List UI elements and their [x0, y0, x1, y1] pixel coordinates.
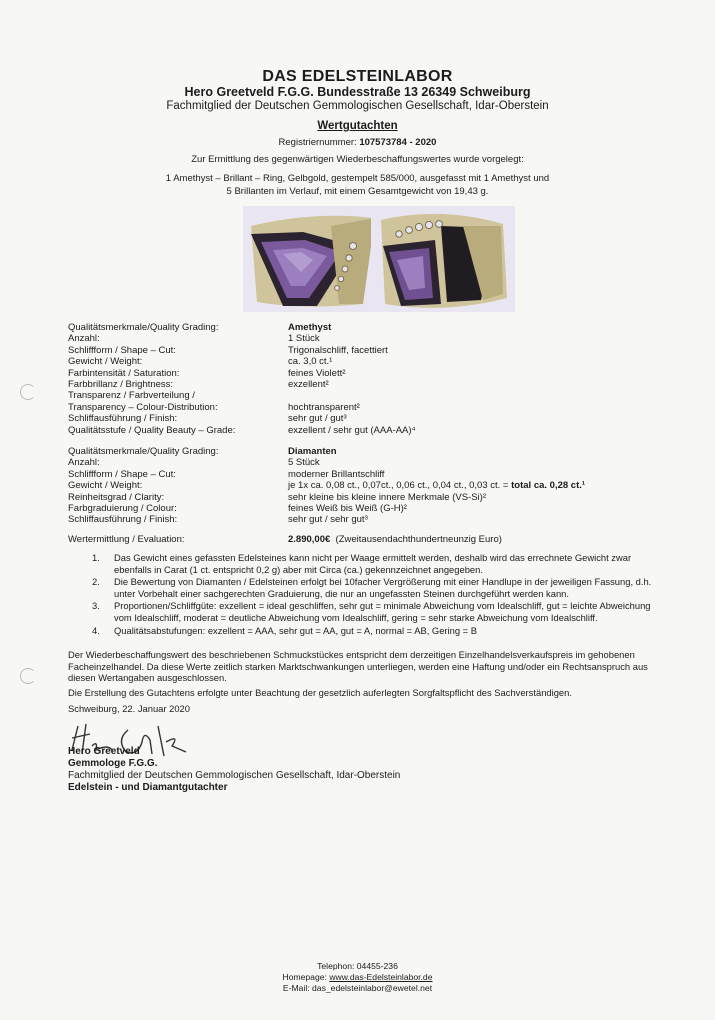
grading-label: Qualitätsmerkmale/Quality Grading: — [68, 446, 219, 457]
footnotes — [68, 552, 668, 637]
membership-line: Fachmitglied der Deutschen Gemmologischen Gesellschaft, Idar-Oberstein — [166, 100, 549, 112]
grading-value-text: sehr gut / sehr gut³ — [288, 514, 368, 526]
place-date: Schweiburg, 22. Januar 2020 — [68, 703, 190, 714]
registration-number: 107573784 - 2020 — [359, 137, 437, 148]
grading-label: Schliffausführung / Finish: — [68, 514, 178, 526]
footnote-text: Das Gewicht eines gefassten Edelsteines kann nicht per Waage ermittelt werden, deshalb wird das errechnete Gewicht zwar ebenfalls in Carat (1 ct. entspricht 0,2 g) aber mit Circa (ca.) gekennzeichnet angegeben. — [114, 552, 632, 575]
grading-value — [288, 469, 384, 480]
item-description — [0, 173, 715, 198]
grading-value — [288, 322, 331, 333]
grading-value-text: hochtransparent² — [288, 401, 360, 413]
ring-photo-angle — [371, 206, 515, 312]
footnote-text: Qualitätsabstufungen: exzellent = AAA, sehr gut = AA, gut = A, normal = AB, Gering = B — [114, 624, 477, 636]
grading-value — [288, 425, 416, 436]
footer-email: E-Mail: das_edelsteinlabor@ewetel.net — [282, 983, 433, 993]
grading-value — [288, 503, 407, 514]
footnote-number: 2. — [92, 576, 100, 588]
disclaimer-text: Der Wiederbeschaffungswert des beschriebenen Schmuckstückes entspricht dem derzeitigen Einzelhandelsverkaufspreis im gehobenen Facheinzelhandel. Da diese Werte zeitlich starken Marktschwankungen unterliegen, werden eine Haftung und/oder ein Rechtsanspruch aus diesen Wertangaben ausgeschlossen. — [68, 649, 648, 684]
grading-value — [288, 345, 388, 356]
valuation-label: Wertermittlung / Evaluation: — [68, 534, 185, 545]
grading-label: Qualitätsmerkmale/Quality Grading: — [68, 322, 219, 333]
footnote-number: 4. — [92, 624, 100, 636]
signer-membership: Fachmitglied der Deutschen Gemmologischen Gesellschaft, Idar-Oberstein — [68, 770, 401, 781]
grading-label: Farbintensität / Saturation: — [68, 367, 180, 379]
grading-value — [288, 368, 345, 379]
grading-label: Anzahl: — [68, 333, 100, 345]
grading-value — [288, 457, 320, 468]
grading-label: Anzahl: — [68, 457, 100, 469]
signature-block — [68, 746, 400, 794]
valuation-amount: 2.890,00€ — [288, 534, 331, 545]
grading-value-text: moderner Brillantschliff — [288, 468, 385, 480]
ring-photo-front — [243, 206, 387, 312]
footer-homepage-link[interactable]: www.das-Edelsteinlabor.de — [329, 972, 433, 982]
grading-label: Farbbrillanz / Brightness: — [68, 378, 174, 390]
footer-phone: Telephon: 04455-236 — [317, 961, 398, 971]
punch-hole-mark — [20, 384, 36, 400]
punch-hole-mark — [20, 668, 36, 684]
grading-value-text: exzellent / sehr gut (AAA-AA)⁴ — [288, 424, 416, 436]
grading-value-text: feines Weiß bis Weiß (G-H)² — [288, 502, 407, 514]
footer-contact — [0, 961, 715, 994]
grading-total: total ca. 0,28 ct.¹ — [511, 480, 586, 492]
lab-title: DAS EDELSTEINLABOR — [262, 68, 453, 85]
item-description-line2: 5 Brillanten im Verlauf, mit einem Gesamtgewicht von 19,43 g. — [226, 185, 489, 197]
grading-label: Transparency – Colour-Distribution: — [68, 401, 218, 413]
footnote-item — [68, 576, 668, 599]
grading-label: Reinheitsgrad / Clarity: — [68, 491, 165, 503]
diligence-text: Die Erstellung des Gutachtens erfolgte unter Beachtung der gesetzlich auferlegten Sorgfaltspflicht des Sachverständigen. — [68, 687, 572, 698]
grading-label: Schliffausführung / Finish: — [68, 413, 178, 425]
grading-value — [288, 356, 332, 367]
footer-homepage-label: Homepage: — [282, 972, 330, 982]
footnote-item — [68, 600, 668, 623]
grading-label: Transparenz / Farbverteilung / — [68, 390, 195, 402]
grading-value-text: feines Violett² — [288, 367, 346, 379]
grading-value — [288, 379, 329, 390]
grading-value — [288, 333, 320, 344]
grading-value-text: 5 Stück — [288, 457, 320, 469]
grading-value-text: sehr gut / gut³ — [288, 413, 347, 425]
grading-value-text: Trigonalschliff, facettiert — [288, 344, 388, 356]
grading-value — [288, 402, 360, 413]
registration-line — [0, 137, 715, 148]
grading-value-text: je 1x ca. 0,08 ct., 0,07ct., 0,06 ct., 0,04 ct., 0,03 ct. = — [288, 480, 512, 492]
grading-value — [288, 446, 337, 457]
grading-value — [288, 492, 486, 503]
grading-label: Schliffform / Shape – Cut: — [68, 344, 176, 356]
footnote-text: Proportionen/Schliffgüte: exzellent = ideal geschliffen, sehr gut = minimale Abweichung vom Idealschliff, gut = leichte Abweichung vom Idealschliff, moderat = deutliche Abweichung vom Idealschliff, gering = sehr starke Abweichung vom Idealschliff. — [114, 600, 651, 623]
grading-value — [288, 514, 368, 525]
grading-value-text: Amethyst — [288, 322, 332, 333]
grading-value-text: Diamanten — [288, 446, 337, 457]
footnote-item — [68, 625, 668, 637]
intro-line: Zur Ermittlung des gegenwärtigen Wiederbeschaffungswertes wurde vorgelegt: — [191, 154, 524, 165]
item-description-line1: 1 Amethyst – Brillant – Ring, Gelbgold, gestempelt 585/000, ausgefasst mit 1 Amethyst und — [165, 173, 550, 184]
registration-label: Registriernummer: — [278, 137, 357, 148]
footnote-number: 3. — [92, 600, 100, 612]
footnote-item — [68, 552, 668, 575]
signer-role: Edelstein - und Diamantgutachter — [68, 782, 228, 793]
grading-value-text: sehr kleine bis kleine innere Merkmale (VS-Si)² — [288, 491, 486, 503]
document-type: Wertgutachten — [317, 120, 398, 132]
grading-value — [288, 480, 585, 491]
grading-label: Qualitätsstufe / Quality Beauty – Grade: — [68, 424, 236, 436]
grading-value-text: exzellent² — [288, 378, 329, 390]
signer-title: Gemmologe F.G.G. — [68, 758, 158, 769]
valuation-words: (Zweitausendachthundertneunzig Euro) — [335, 534, 502, 545]
company-address: Hero Greetveld F.G.G. Bundesstraße 13 26349 Schweiburg — [184, 85, 531, 99]
grading-label: Gewicht / Weight: — [68, 356, 143, 368]
signer-name: Hero Greetveld — [68, 746, 140, 757]
grading-label: Farbgraduierung / Colour: — [68, 502, 177, 514]
footnote-text: Die Bewertung von Diamanten / Edelsteinen erfolgt bei 10facher Vergrößerung mit einer Handlupe in der jeweiligen Fassung, d.h. unter Vorbehalt einer sachgerechten Graduierung, die nur an ungefassten Steinen durchgeführt werden kann. — [114, 576, 652, 599]
grading-label: Schliffform / Shape – Cut: — [68, 468, 176, 480]
grading-value-text: 1 Stück — [288, 333, 320, 345]
grading-label: Gewicht / Weight: — [68, 480, 143, 492]
footnote-number: 1. — [92, 552, 100, 563]
grading-value-text: ca. 3,0 ct.¹ — [288, 356, 333, 368]
grading-value — [288, 413, 347, 424]
